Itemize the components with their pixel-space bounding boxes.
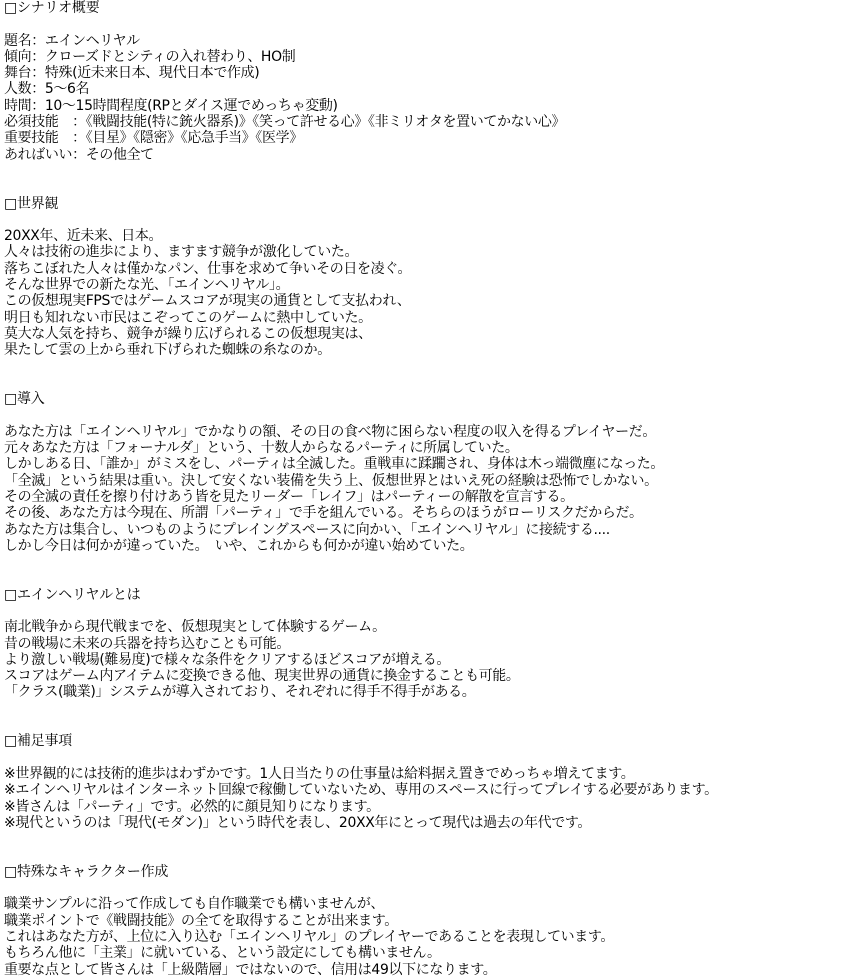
text-line: スコアはゲーム内アイテムに変換できる他、現実世界の通貨に換金することも可能。 <box>4 668 520 685</box>
section-heading: □特殊なキャラクター作成 <box>4 863 169 880</box>
text-line: 20XX年、近未来、日本。 <box>4 228 163 245</box>
section-special-character-creation <box>4 864 862 978</box>
section-heading: □シナリオ概要 <box>4 0 100 16</box>
text-line: より激しい戦場(難易度)で様々な条件をクリアするほどスコアが増える。 <box>4 651 451 668</box>
section-supplementary-notes <box>4 733 862 831</box>
text-line: これはあなた方が、上位に入り込む「エインヘリヤル」のプレイヤーであることを表現しています。 <box>4 928 615 945</box>
text-line: この仮想現実FPSではゲームスコアが現実の通貨として支払われ、 <box>4 293 411 310</box>
text-line: 傾向：クローズドとシティの入れ替わり、HO制 <box>4 48 296 65</box>
text-line: もちろん他に「主業」に就いている、という設定にしても構いません。 <box>4 945 441 962</box>
text-line: 必須技能 ：《戦闘技能(特に銃火器系)》《笑って許せる心》《非ミリオタを置いてかない心》 <box>4 114 566 131</box>
text-line: 時間：10～15時間程度(RPとダイス運でめっちゃ変動) <box>4 97 338 114</box>
text-line: 元々あなた方は「フォーナルダ」という、十数人からなるパーティに所属していた。 <box>4 440 519 457</box>
text-line: あなた方は集合し、いつものようにプレイングスペースに向かい、「エインヘリヤル」に接続する.... <box>4 521 610 538</box>
text-line: 題名：エインヘリヤル <box>4 32 140 49</box>
text-line: あればいい：その他全て <box>4 146 154 163</box>
section-scenario-overview <box>4 0 862 163</box>
section-introduction <box>4 391 862 554</box>
text-line: 落ちこぼれた人々は僅かなパン、仕事を求めて争いその日を凌ぐ。 <box>4 260 412 277</box>
text-line: ※エインヘリヤルはインターネット回線で稼働していないため、専用のスペースに行ってプレイする必要があります。 <box>4 782 718 799</box>
text-line: 職業ポイントで《戦闘技能》の全てを取得することが出来ます。 <box>4 912 398 929</box>
document-body <box>4 0 862 978</box>
text-line: しかしある日、「誰か」がミスをし、パーティは全滅した。重戦車に蹂躙され、身体は木っ端微塵になった。 <box>4 456 665 473</box>
text-line: 昔の戦場に未来の兵器を持ち込むことも可能。 <box>4 635 290 652</box>
text-line: 人々は技術の進歩により、ますます競争が激化していた。 <box>4 244 359 261</box>
section-about-einherjar <box>4 587 862 701</box>
text-line: 果たして雲の上から垂れ下げられた蜘蛛の糸なのか。 <box>4 342 331 359</box>
text-line: 「クラス(職業)」システムが導入されており、それぞれに得手不得手がある。 <box>4 684 476 701</box>
text-line: その後、あなた方は今現在、所謂「パーティ」で手を組んでいる。そちらのほうがローリスクだからだ。 <box>4 505 643 522</box>
text-line: 重要な点として皆さんは「上級階層」ではないので、信用は49以下になります。 <box>4 961 497 978</box>
text-line: 人数：5～6名 <box>4 81 90 98</box>
text-line: しかし今日は何かが違っていた。 いや、これからも何かが違い始めていた。 <box>4 537 474 554</box>
text-line: その全滅の責任を擦り付けあう皆を見たリーダー「レイフ」はパーティーの解散を宣言する。 <box>4 488 574 505</box>
text-line: ※世界観的には技術的進歩はわずかです。1人日当たりの仕事量は給料据え置きでめっちゃ増えてます。 <box>4 765 635 782</box>
text-line: 舞台：特殊(近未来日本、現代日本で作成) <box>4 65 260 82</box>
text-line: ※皆さんは「パーティ」です。必然的に顔見知りになります。 <box>4 798 380 815</box>
section-heading: □世界観 <box>4 195 59 212</box>
text-line: 重要技能 ：《目星》《隠密》《応急手当》《医学》 <box>4 130 303 147</box>
section-world-setting <box>4 196 862 359</box>
text-line: 明日も知れない市民はこぞってこのゲームに熱中していた。 <box>4 309 372 326</box>
text-line: そんな世界での新たな光、「エインヘリヤル」。 <box>4 277 290 294</box>
text-line: 莫大な人気を持ち、競争が繰り広げられるこの仮想現実は、 <box>4 325 372 342</box>
section-heading: □導入 <box>4 391 45 408</box>
section-heading: □補足事項 <box>4 733 73 750</box>
text-line: 「全滅」という結果は重い。決して安くない装備を失う上、仮想世界とはいえ死の経験は恐怖でしかない。 <box>4 472 658 489</box>
section-heading: □エインヘリヤルとは <box>4 586 141 603</box>
text-line: あなた方は「エインヘリヤル」でかなりの額、その日の食べ物に困らない程度の収入を得るプレイヤーだ。 <box>4 423 657 440</box>
text-line: ※現代というのは「現代(モダン)」という時代を表し、20XX年にとって現代は過去の年代です。 <box>4 814 591 831</box>
text-line: 南北戦争から現代戦までを、仮想現実として体験するゲーム。 <box>4 619 386 636</box>
text-line: 職業サンプルに沿って作成しても自作職業でも構いませんが、 <box>4 896 385 913</box>
